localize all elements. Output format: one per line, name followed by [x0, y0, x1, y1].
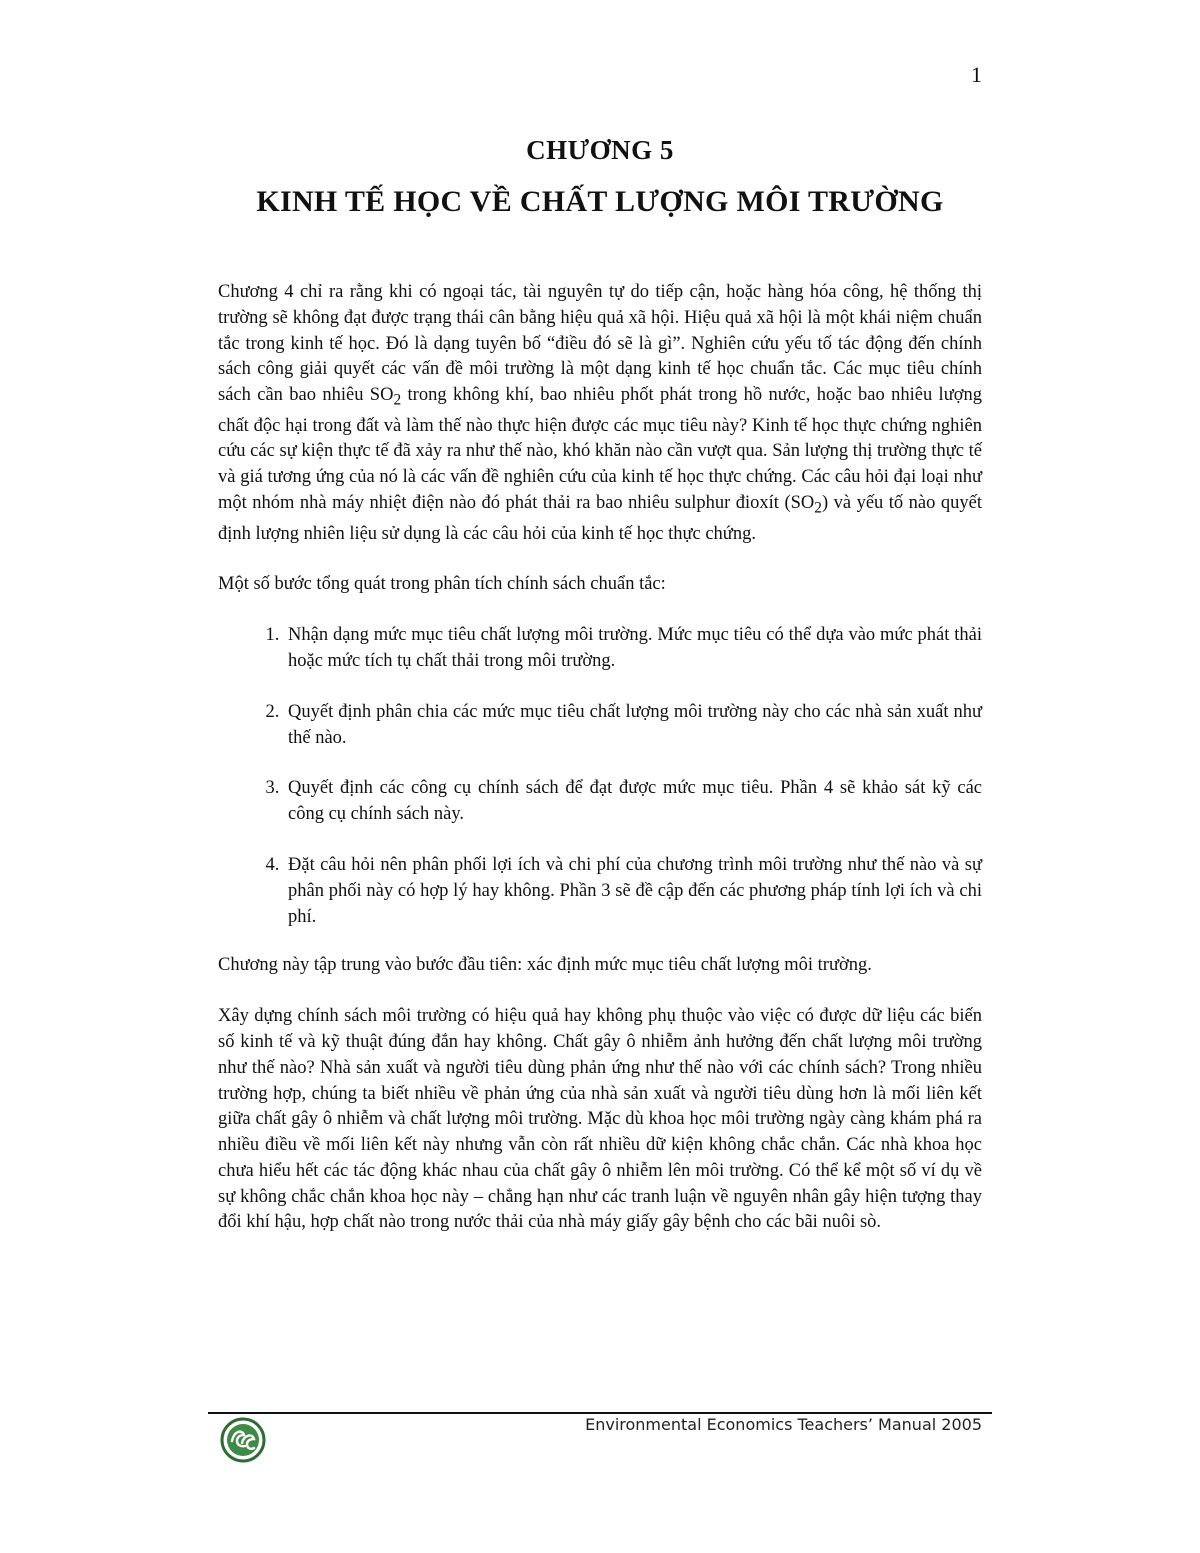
- data-paragraph: Xây dựng chính sách môi trường có hiệu quả hay không phụ thuộc vào việc có được dữ liệu các biến số kinh tế và kỹ thuật đúng đắn hay không. Chất gây ô nhiễm ảnh hưởng đến chất lượng môi trường như thế nào? Nhà sản xuất và người tiêu dùng phản ứng như thế nào với các chính sách? Trong nhiều trường hợp, chúng ta biết nhiều về phản ứng của nhà sản xuất và người tiêu dùng hơn là mối liên kết giữa chất gây ô nhiễm và chất lượng môi trường. Mặc dù khoa học môi trường ngày càng khám phá ra nhiều điều về mối liên kết này nhưng vẫn còn rất nhiều dữ kiện không chắc chắn. Các nhà khoa học chưa hiểu hết các tác động khác nhau của chất gây ô nhiễm lên môi trường. Có thể kể một số ví dụ về sự không chắc chắn khoa học này – chẳng hạn như các tranh luận về nguyên nhân gây hiện tượng thay đổi khí hậu, hợp chất nào trong nước thải của nhà máy giấy gây bệnh cho các bãi nuôi sò.: [218, 1006, 982, 1233]
- list-item: 1. Nhận dạng mức mục tiêu chất lượng môi trường. Mức mục tiêu có thể dựa vào mức phát thải hoặc mức tích tụ chất thải trong môi trường.: [284, 623, 982, 675]
- so2-subscript-1: 2: [393, 391, 402, 409]
- steps-list: [218, 623, 982, 930]
- chapter-label: CHƯƠNG 5: [526, 135, 674, 165]
- footer-manual-title: Environmental Economics Teachers’ Manual 2005: [585, 1415, 982, 1434]
- list-item: 3. Quyết định các công cụ chính sách để đạt được mức mục tiêu. Phần 4 sẽ khảo sát kỹ các công cụ chính sách này.: [284, 776, 982, 828]
- document-body: [218, 280, 982, 1261]
- chapter-title: KINH TẾ HỌC VỀ CHẤT LƯỢNG MÔI TRƯỜNG: [256, 185, 944, 218]
- list-item: 4. Đặt câu hỏi nên phân phối lợi ích và chi phí của chương trình môi trường như thế nào và sự phân phối này có hợp lý hay không. Phần 3 sẽ đề cập đến các phương pháp tính lợi ích và chi phí.: [284, 853, 982, 930]
- steps-intro: Một số bước tổng quát trong phân tích chính sách chuẩn tắc:: [218, 574, 666, 595]
- intro-paragraph: [218, 280, 982, 547]
- intro-text-part-2: trong không khí, bao nhiêu phốt phát trong hồ nước, hoặc bao nhiêu lượng chất độc hại trong đất và làm thế nào thực hiện được các mục tiêu này? Kinh tế học thực chứng nghiên cứu các sự kiện thực tế đã xảy ra như thế nào, khó khăn nào cần vượt qua. Sản lượng thị trường thực tế và giá tương ứng của nó là các vấn đề nghiên cứu của kinh tế học thực chứng. Các câu hỏi đại loại như một nhóm nhà máy nhiệt điện nào đó phát thải ra bao nhiêu sulphur đioxít (SO: [218, 385, 983, 514]
- so2-subscript-2: 2: [814, 499, 822, 517]
- footer-divider: [208, 1412, 992, 1414]
- eee-logo-icon: [220, 1417, 266, 1463]
- page-number: 1: [971, 62, 982, 87]
- intro-text-part-1: Chương 4 chỉ ra rằng khi có ngoại tác, tài nguyên tự do tiếp cận, hoặc hàng hóa công, hệ thống thị trường sẽ không đạt được trạng thái cân bằng hiệu quả xã hội. Hiệu quả xã hội là một khái niệm chuẩn tắc trong kinh tế học. Đó là dạng tuyên bố “điều đó sẽ là gì”. Nghiên cứu yếu tố tác động đến chính sách công giải quyết các vấn đề môi trường là một dạng kinh tế học chuẩn tắc. Các mục tiêu chính sách cần bao nhiêu SO: [218, 282, 982, 406]
- list-item: 2. Quyết định phân chia các mức mục tiêu chất lượng môi trường này cho các nhà sản xuất như thế nào.: [284, 700, 982, 752]
- focus-paragraph: Chương này tập trung vào bước đầu tiên: xác định mức mục tiêu chất lượng môi trường.: [218, 955, 872, 976]
- intro-text-part-3: ) và yếu tố nào quyết định lượng nhiên liệu sử dụng là các câu hỏi của kinh tế học thực chứng.: [218, 493, 982, 544]
